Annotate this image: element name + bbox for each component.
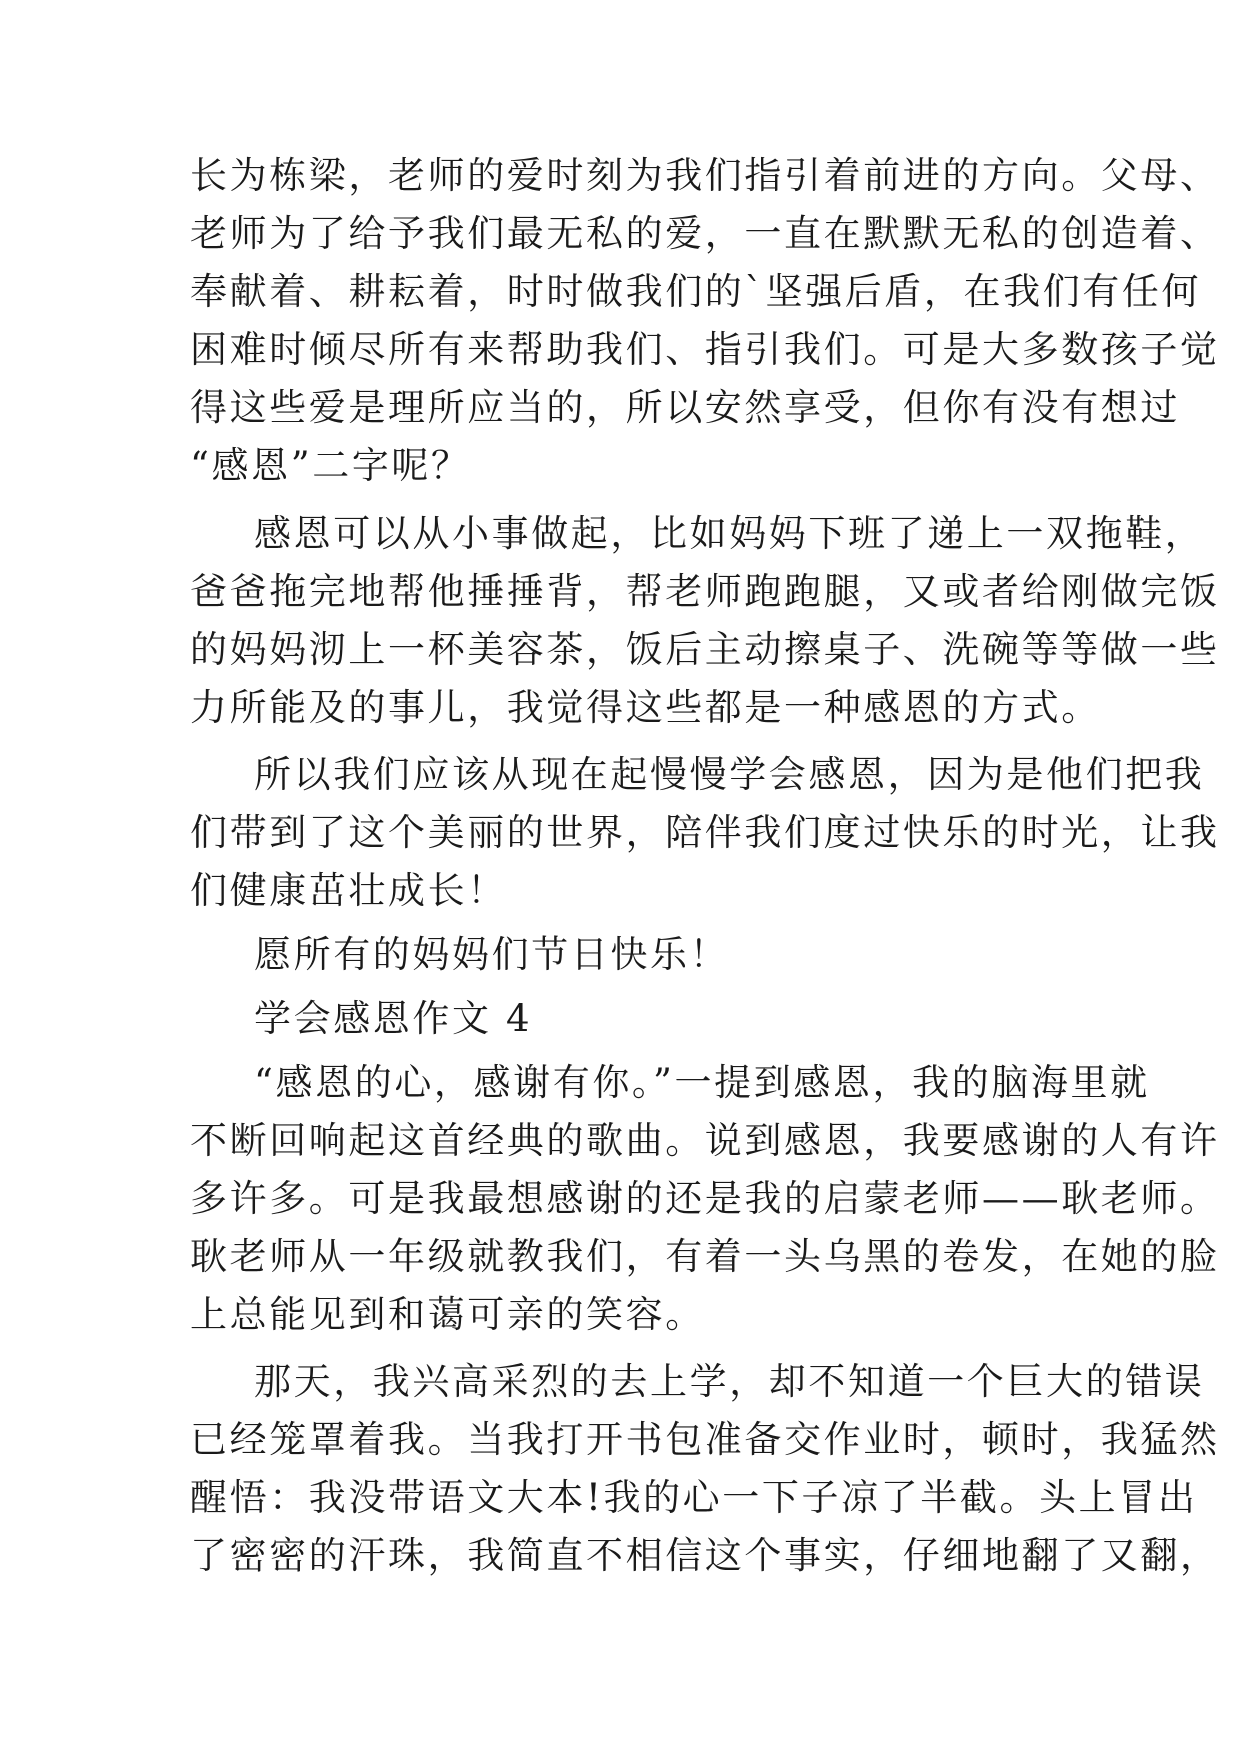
text-line: 力所能及的事儿，我觉得这些都是一种感恩的方式。 — [190, 686, 1101, 729]
text-line: 不断回响起这首经典的歌曲。说到感恩，我要感谢的人有许 — [190, 1119, 1220, 1162]
text-line: 们健康茁壮成长！ — [190, 869, 507, 912]
paragraph-first-line: 那天，我兴高采烈的去上学，却不知道一个巨大的错误 — [254, 1360, 1205, 1403]
paragraph-first-line: 所以我们应该从现在起慢慢学会感恩，因为是他们把我 — [254, 753, 1205, 796]
section-heading: 学会感恩作文 4 — [254, 997, 533, 1040]
text-line: 多许多。可是我最想感谢的还是我的启蒙老师——耿老师。 — [190, 1177, 1220, 1220]
text-line: 长为栋梁，老师的爱时刻为我们指引着前进的方向。父母、 — [190, 154, 1220, 197]
paragraph-first-line: 感恩可以从小事做起，比如妈妈下班了递上一双拖鞋， — [254, 512, 1205, 555]
text-line: 醒悟：我没带语文大本!我的心一下子凉了半截。头上冒出 — [190, 1476, 1198, 1519]
text-line: 的妈妈沏上一杯美容茶，饭后主动擦桌子、洗碗等等做一些 — [190, 628, 1220, 671]
text-line: 耿老师从一年级就教我们，有着一头乌黑的卷发，在她的脸 — [190, 1235, 1220, 1278]
text-line: 老师为了给予我们最无私的爱，一直在默默无私的创造着、 — [190, 212, 1220, 255]
text-line: “感恩”二字呢？ — [190, 444, 471, 487]
text-line: 了密密的汗珠，我简直不相信这个事实，仔细地翻了又翻， — [190, 1534, 1220, 1577]
text-line: 上总能见到和蔼可亲的笑容。 — [190, 1293, 705, 1336]
text-line: 已经笼罩着我。当我打开书包准备交作业时，顿时，我猛然 — [190, 1418, 1220, 1461]
paragraph-first-line: 愿所有的妈妈们节日快乐！ — [254, 933, 730, 976]
text-line: 奉献着、耕耘着，时时做我们的`坚强后盾，在我们有任何 — [190, 270, 1202, 313]
paragraph-first-line: “感恩的心，感谢有你。”一提到感恩，我的脑海里就 — [254, 1061, 1150, 1104]
text-line: 爸爸拖完地帮他捶捶背，帮老师跑跑腿，又或者给刚做完饭 — [190, 570, 1220, 613]
text-line: 得这些爱是理所应当的，所以安然享受，但你有没有想过 — [190, 386, 1180, 429]
text-line: 困难时倾尽所有来帮助我们、指引我们。可是大多数孩子觉 — [190, 328, 1220, 371]
text-line: 们带到了这个美丽的世界，陪伴我们度过快乐的时光，让我 — [190, 811, 1220, 854]
